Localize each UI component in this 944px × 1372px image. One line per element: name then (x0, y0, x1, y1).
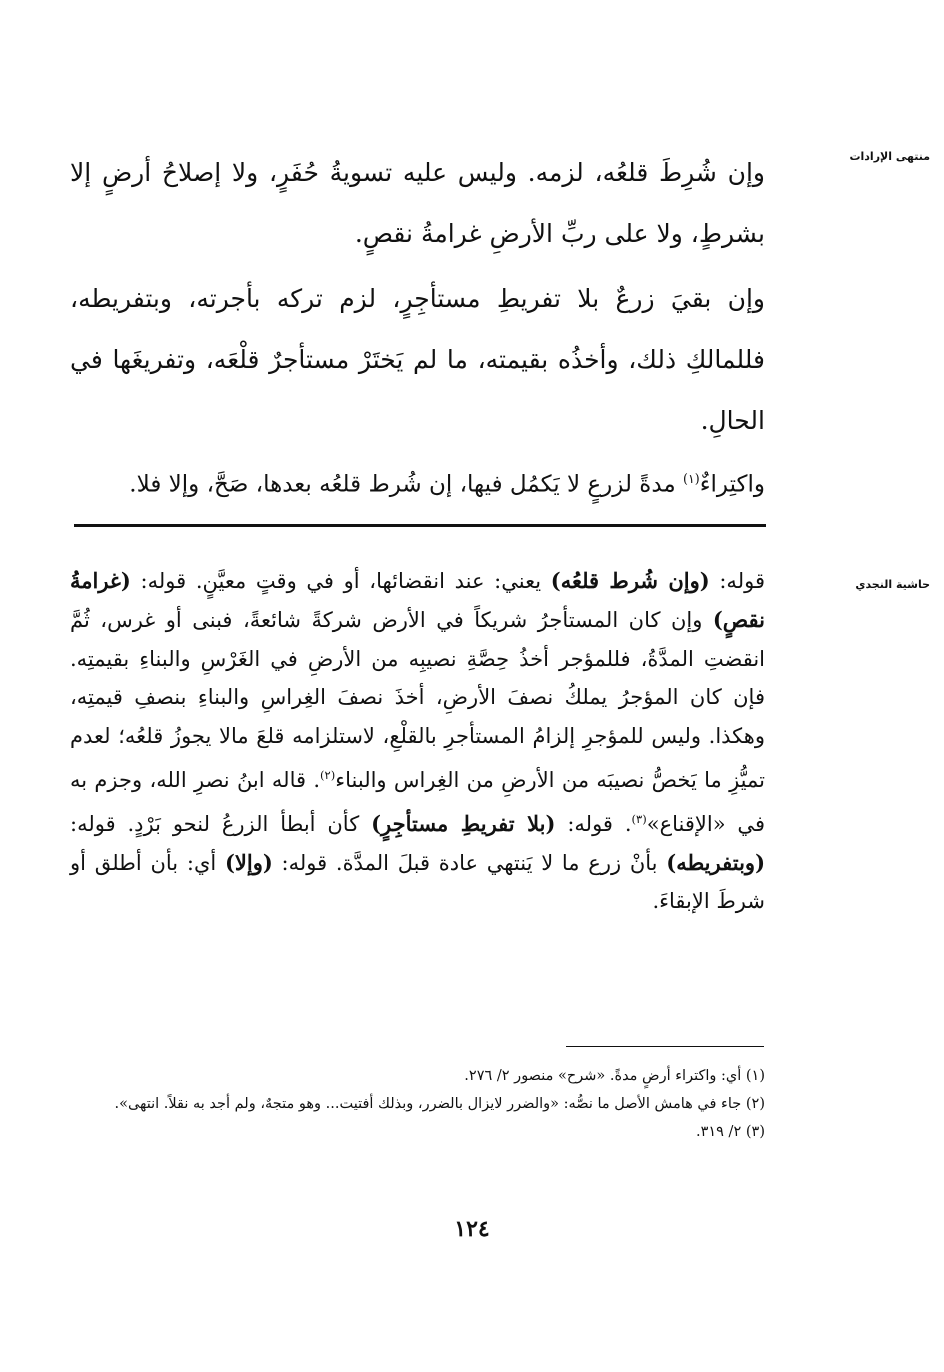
commentary-block (70, 562, 765, 921)
main-paragraph-3-rest: مدةً لزرعٍ لا يَكمُل فيها، إن شُرط قلعُه بعدها، صَحَّ، وإلا فلا. (129, 471, 684, 498)
main-paragraph-3 (70, 457, 765, 507)
commentary-text: قوله: (709, 569, 765, 593)
commentary-lemma: (غرامةُ نقصٍ) (70, 568, 765, 632)
main-paragraph-1: وإن شُرِطَ قلعُه، لزمه. وليس عليه تسويةُ حُفَرٍ، ولا إصلاحُ أرضٍ إلا بشرطٍ، ولا على ربِّ الأرضِ غرامةُ نقصٍ. (70, 158, 765, 248)
commentary-lemma: (وإلا) (224, 849, 273, 875)
page-number: ١٢٤ (454, 1216, 490, 1242)
commentary-text: كأن أبطأ الزرعُ لنحو بَرْدٍ. قوله: (70, 811, 372, 836)
commentary-text: وإن كان المستأجرُ شريكاً في الأرض شركةً شائعةً، فبنى أو غرس، ثُمَّ انقضتِ المدَّةُ، فللمؤجر أخذُ حِصَّةِ نصيبِه من الأرضِ في الغَرْسِ والبناءِ بقيمتِه. فإن كان المؤجرُ يملكُ نصفَ الأرضِ، أخذَ نصفَ الغِراسِ والبناءِ بنصفِ قيمتِه، وهكذا. وليس للمؤجرِ إلزامُ المستأجرِ بالقلْعِ، لاستلزامه قلعَ مالا يجوزُ قلعُه؛ لعدم تميُّزِ ما يَخصُّ نصيبَه من الأرضِ من الغِراس والبناء (70, 607, 765, 792)
section-divider (74, 524, 766, 527)
footnote-ref-2: (٢) (320, 767, 336, 782)
footnote-ref-1: (١) (683, 471, 700, 486)
main-text-block (70, 142, 765, 507)
commentary-text: يعني: عند انقضائها، أو في وقتٍ معيَّنٍ. قوله: (130, 569, 551, 593)
footnotes-block (70, 1062, 765, 1146)
margin-label-commentary: حاشية النجدي (855, 578, 930, 591)
commentary-text: . قوله: (555, 811, 632, 836)
main-paragraph-3-lead: واكتِراءٌ (699, 471, 765, 498)
commentary-text: بأنْ زرع ما لا يَنتهي عادة قبلَ المدَّة. قوله: (272, 850, 667, 875)
footnote-2: (٢) جاء في هامش الأصل ما نصُّه: «والضرر لايزال بالضرر، وبذلك أفتيت... وهو متجهٌ، ولم أجد به نقلاً. انتهى». (114, 1096, 765, 1112)
margin-label-main: منتهى الإرادات (849, 150, 930, 163)
commentary-lemma: (وإن شُرط قلعُه) (550, 568, 710, 593)
commentary-lemma: (وبتفريطه) (666, 849, 766, 875)
footnote-ref-3: (٣) (631, 811, 647, 826)
footnote-3: (٣) ٢/ ٣١٩. (695, 1124, 765, 1140)
main-paragraph-2: وإن بقيَ زرعٌ بلا تفريطِ مستأجِرٍ، لزم تركه بأجرته، وبتفريطه، فللمالكِ ذلك، وأخذُه بقيمته، ما لم يَختَرْ مستأجرٌ قلْعَه، وتفريغَها في الحالِ. (70, 284, 765, 435)
commentary-lemma: (بلا تفريطِ مستأجِرٍ) (371, 810, 556, 836)
footnote-divider (566, 1046, 764, 1047)
footnote-1: (١) أي: واكتراء أرضٍ مدةً. «شرح» منصور ٢/ ٢٧٦. (464, 1068, 765, 1084)
commentary-text: أي: بأن أطلق أو شرطَ الإبقاءَ. (70, 850, 765, 914)
commentary-paragraph (70, 562, 765, 921)
commentary-text: . قاله ابنُ نصرِ الله، وجزم به في «الإقناع» (70, 767, 765, 836)
